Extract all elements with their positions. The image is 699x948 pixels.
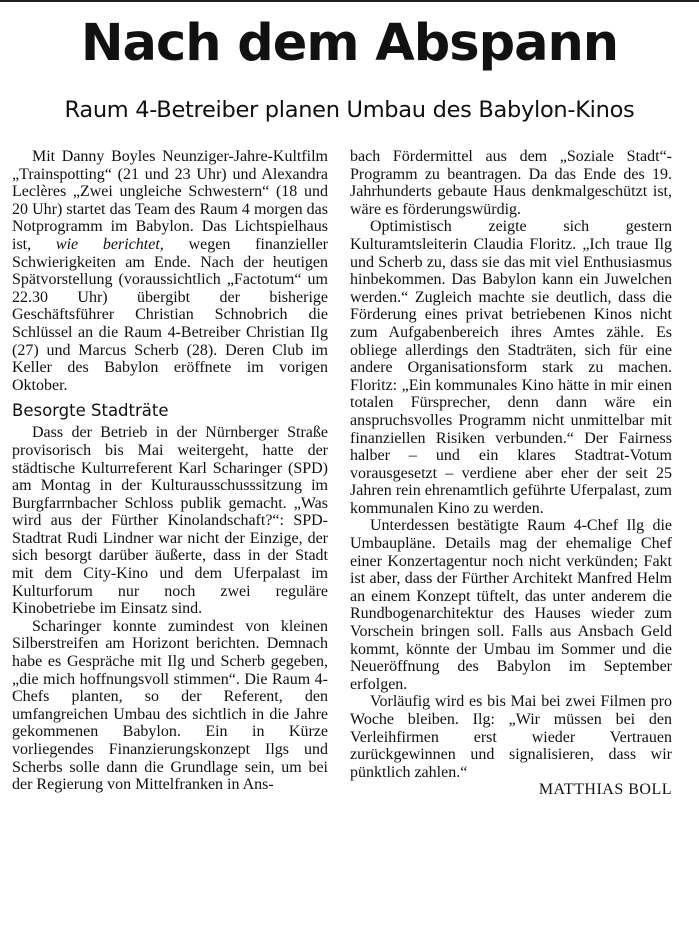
paragraph-floritz: Optimistisch zeigte sich gestern Kulturamtsleiterin Claudia Floritz. „Ich traue Ilg und Scherb zu, dass sie das mit viel Enthusiasmus hinbekommen. Das Babylon kann ein Juwelchen werden.“ Zugleich machte sie deutlich, dass die Förderung eines privat betriebenen Kinos nicht zum Aufgabenbereich ihres Amtes zähle. Es obliege allerdings den Stadträten, sich für eine andere Organisationsform stark zu machen. Floritz: „Ein kommunales Kino hätte in mir einen totalen Fürsprecher, denn dann wäre ein anspruchsvolles Programm nicht unmittelbar mit finanziellen Risiken verbunden.“ Der Fairness halber – und ein klares Stadtrat-Votum vorausgesetzt – verdiene aber eher der seit 25 Jahren rein ehrenamtlich geführte Uferpalast, zum kommunalen Kino zu werden. [350, 218, 672, 517]
article-subheadline: Raum 4-Betreiber planen Umbau des Babylon-Kinos [64, 97, 635, 123]
section-subheading: Besorgte Stadträte [12, 401, 169, 421]
paragraph-vorlaeufig-text: Vorläufig wird es bis Mai bei zwei Filmen pro Woche bleiben. Ilg: „Wir müssen bei den Verleihfirmen erst wieder Vertrauen zurückgewinnen und signalisieren, dass wir pünktlich zahlen.“ [350, 693, 672, 781]
paragraph-intro-italic: wie berichtet, [55, 235, 164, 253]
paragraph-vorlaeufig [350, 693, 672, 799]
article-column-left [12, 148, 328, 794]
page-top-border [0, 0, 699, 2]
paragraph-intro-text-a: Mit Danny Boyles Neunziger-Jahre-Kultfilm „Trainspotting“ (21 und 23 Uhr) und Alexandra Leclères „Zwei ungleiche Schwestern“ (18 und 20 Uhr) startet das Team des Raum 4 morgen das Notprogramm im Babylon. Das Lichtspielhaus ist, [12, 148, 328, 253]
author-byline: MATTHIAS BOLL [538, 781, 672, 799]
article-column-right [350, 148, 672, 799]
paragraph-scharinger: Scharinger konnte zumindest von kleinen Silberstreifen am Horizont berichten. Demnach habe es Gespräche mit Ilg und Scherb gegeben, „die mich hoffnungsvoll stimmen“. Die Raum 4-Chefs planten, so der Referent, den umfangreichen Umbau des sichtlich in die Jahre gekommenen Babylon. Ein in Kürze vorliegendes Finanzierungskonzept Ilgs und Scherbs solle dann die Grundlage sein, um bei der Regierung von Mittelfranken in Ans- [12, 617, 328, 794]
paragraph-foerdermittel: bach Fördermittel aus dem „Soziale Stadt“-Programm zu beantragen. Da das Ende des 19. Jahrhunderts gebaute Haus denkmalgeschützt ist, wäre es förderungswürdig. [350, 148, 672, 218]
paragraph-intro-text-b: wegen finanzieller Schwierigkeiten am Ende. Nach der heutigen Spätvorstellung (voraussichtlich „Factotum“ um 22.30 Uhr) übergibt der bisherige Geschäftsführer Christian Schnobrich die Schlüssel an die Raum 4-Betreiber Christian Ilg (27) und Marcus Scherb (28). Deren Club im Keller des Babylon eröffnete im vorigen Oktober. [12, 235, 329, 394]
article-headline: Nach dem Abspann [80, 14, 619, 73]
paragraph-betrieb: Dass der Betrieb in der Nürnberger Straße provisorisch bis Mai weitergeht, hatte der städtische Kulturreferent Karl Scharinger (SPD) am Montag in der Kulturausschusssitzung im Burgfarrnbacher Schloss publik gemacht. „Was wird aus der Fürther Kinolandschaft?“: SPD-Stadtrat Rudi Lindner war nicht der Einzige, der sich besorgt darüber äußerte, dass in der Stadt mit dem City-Kino und dem Uferpalast im Kulturforum nur noch zwei reguläre Kinobetriebe im Einsatz sind. [12, 424, 328, 618]
paragraph-umbau: Unterdessen bestätigte Raum 4-Chef Ilg die Umbaupläne. Details mag der ehemalige Chef einer Konzertagentur noch nicht verkünden; Fakt ist aber, dass der Fürther Architekt Manfred Helm an einem Konzept tüftelt, das unter anderem die Rundbogenarchitektur des Hauses wieder zum Vorschein bringen soll. Falls aus Ansbach Geld kommt, könnte der Umbau im Sommer und die Neueröffnung des Babylon im September erfolgen. [350, 517, 672, 693]
paragraph-intro [12, 148, 328, 394]
